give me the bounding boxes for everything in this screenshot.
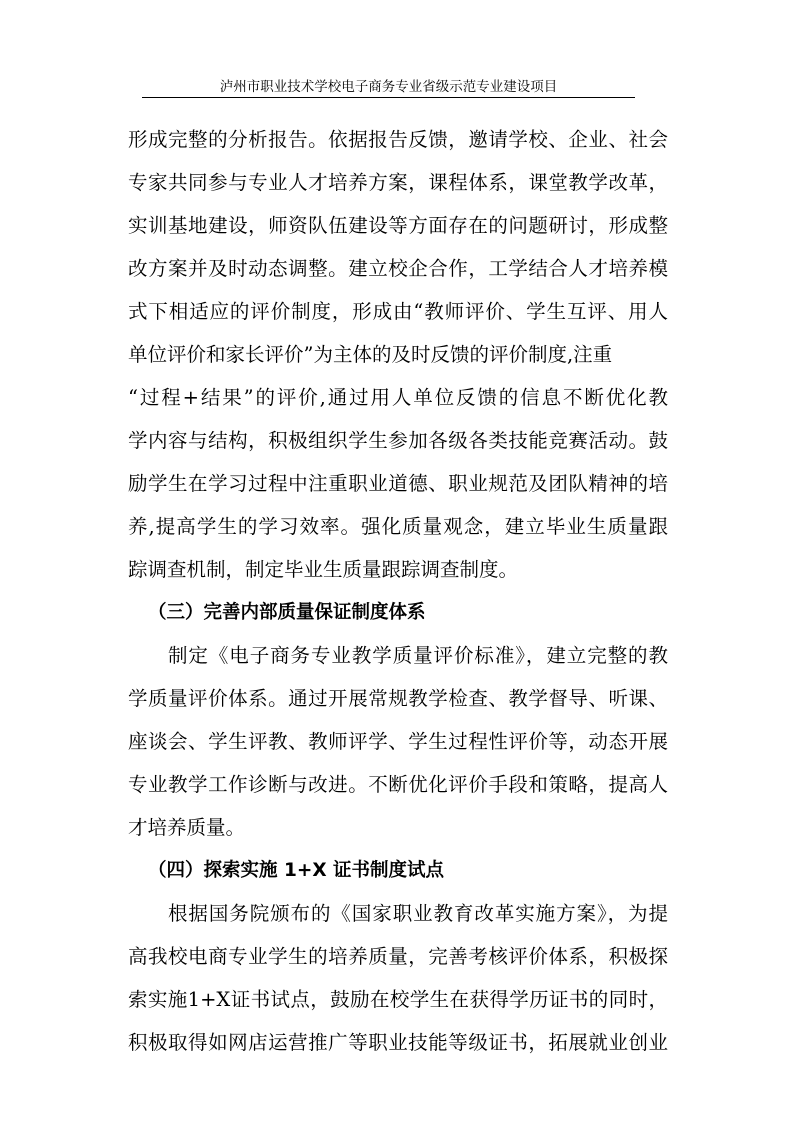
paragraph-line: 座谈会、学生评教、教师评学、学生过程性评价等，动态开展: [128, 730, 668, 753]
running-header: 泸州市职业技术学校电子商务专业省级示范专业建设项目: [219, 79, 558, 95]
paragraph-line: 学内容与结构，积极组织学生参加各级各类技能竞赛活动。鼓: [128, 429, 668, 452]
paragraph-line: 高我校电商专业学生的培养质量，完善考核评价体系，积极探: [128, 945, 668, 968]
paragraph-line: 实训基地建设，师资队伍建设等方面存在的问题研讨，形成整: [128, 214, 668, 237]
paragraph-line: 学质量评价体系。通过开展常规教学检查、教学督导、听课、: [128, 687, 668, 710]
paragraph-line: 根据国务院颁布的《国家职业教育改革实施方案》，为提: [168, 902, 668, 925]
section-heading-4: （四）探索实施 1+X 证书制度试点: [148, 860, 445, 881]
paragraph-line: 养,提高学生的学习效率。强化质量观念，建立毕业生质量跟: [128, 515, 668, 538]
paragraph-line: 踪调查机制，制定毕业生质量跟踪调查制度。: [128, 558, 519, 581]
paragraph-line: 单位评价和家长评价”为主体的及时反馈的评价制度,注重: [128, 343, 613, 366]
paragraph-line: 制定《电子商务专业教学质量评价标准》，建立完整的教: [168, 644, 668, 667]
paragraph-line: 专家共同参与专业人才培养方案，课程体系，课堂教学改革，: [128, 171, 668, 194]
header-rule: [142, 97, 635, 98]
paragraph-line: 励学生在学习过程中注重职业道德、职业规范及团队精神的培: [128, 472, 668, 495]
section-heading-3: （三）完善内部质量保证制度体系: [148, 602, 426, 623]
paragraph-line: 才培养质量。: [128, 816, 246, 839]
paragraph-line: 积极取得如网店运营推广等职业技能等级证书，拓展就业创业: [128, 1031, 668, 1054]
paragraph-line: 索实施1+X证书试点，鼓励在校学生在获得学历证书的同时，: [128, 988, 668, 1011]
paragraph-line: 改方案并及时动态调整。建立校企合作，工学结合人才培养模: [128, 257, 668, 280]
paragraph-line: 专业教学工作诊断与改进。不断优化评价手段和策略，提高人: [128, 773, 668, 796]
paragraph-line: “过程+结果”的评价,通过用人单位反馈的信息不断优化教: [128, 386, 668, 409]
paragraph-line: 式下相适应的评价制度，形成由“教师评价、学生互评、用人: [128, 300, 668, 323]
paragraph-line: 形成完整的分析报告。依据报告反馈，邀请学校、企业、社会: [128, 128, 668, 151]
